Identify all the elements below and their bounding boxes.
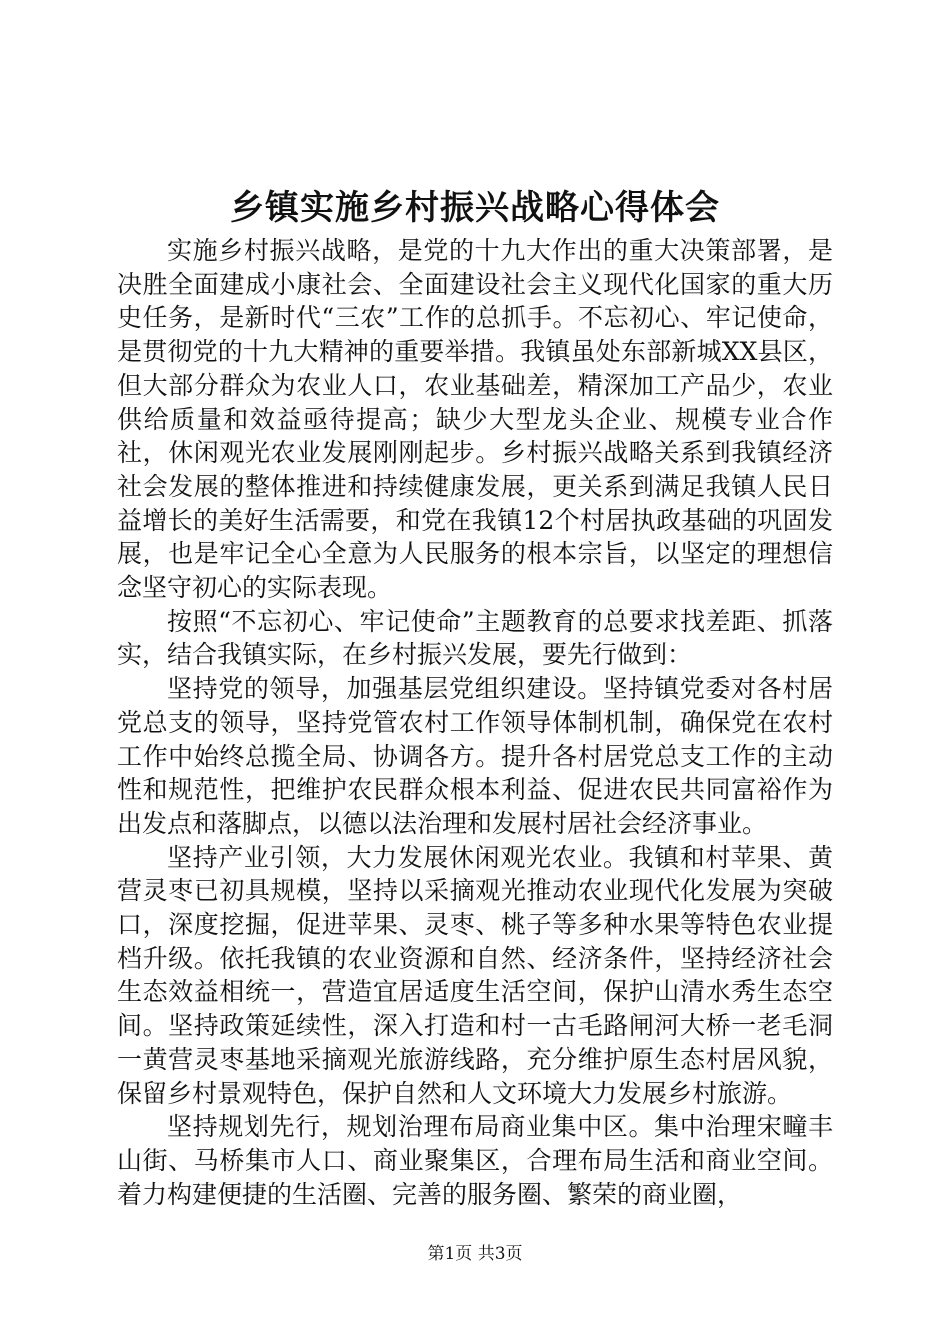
page-number-footer: 第1页 共3页 <box>427 1244 523 1264</box>
paragraph: 坚持产业引领，大力发展休闲观光农业。我镇和村苹果、黄营灵枣已初具规模，坚持以采摘观光推动农业现代化发展为突破口，深度挖掘，促进苹果、灵枣、桃子等多种水果等特色农业提档升级。依托我镇的农业资源和自然、经济条件，坚持经济社会生态效益相统一，营造宜居适度生活空间，保护山清水秀生态空间。坚持政策延续性，深入打造和村一古毛路闸河大桥一老毛洞一黄营灵枣基地采摘观光旅游线路，充分维护原生态村居风貌，保留乡村景观特色，保护自然和人文环境大力发展乡村旅游。 <box>117 842 833 1108</box>
paragraph: 按照“不忘初心、牢记使命”主题教育的总要求找差距、抓落实，结合我镇实际，在乡村振兴发展，要先行做到： <box>117 606 833 670</box>
paragraph: 坚持党的领导，加强基层党组织建设。坚持镇党委对各村居党总支的领导，坚持党管农村工作领导体制机制，确保党在农村工作中始终总揽全局、协调各方。提升各村居党总支工作的主动性和规范性，把维护农民群众根本利益、促进农民共同富裕作为出发点和落脚点，以德以法治理和发展村居社会经济事业。 <box>117 674 833 838</box>
document-body <box>117 234 833 1211</box>
paragraph: 坚持规划先行，规划治理布局商业集中区。集中治理宋疃丰山街、马桥集市人口、商业聚集区，合理布局生活和商业空间。着力构建便捷的生活圈、完善的服务圈、繁荣的商业圈， <box>117 1112 833 1209</box>
paragraph: 实施乡村振兴战略，是党的十九大作出的重大决策部署，是决胜全面建成小康社会、全面建设社会主义现代化国家的重大历史任务，是新时代“三农”工作的总抓手。不忘初心、牢记使命，是贯彻党的十九大精神的重要举措。我镇虽处东部新城XX县区，但大部分群众为农业人口，农业基础差，精深加工产品少，农业供给质量和效益亟待提高；缺少大型龙头企业、规模专业合作社，休闲观光农业发展刚刚起步。乡村振兴战略关系到我镇经济社会发展的整体推进和持续健康发展，更关系到满足我镇人民日益增长的美好生活需要，和党在我镇12个村居执政基础的巩固发展，也是牢记全心全意为人民服务的根本宗旨，以坚定的理想信念坚守初心的实际表现。 <box>117 236 833 603</box>
document-title: 乡镇实施乡村振兴战略心得体会 <box>230 188 720 228</box>
